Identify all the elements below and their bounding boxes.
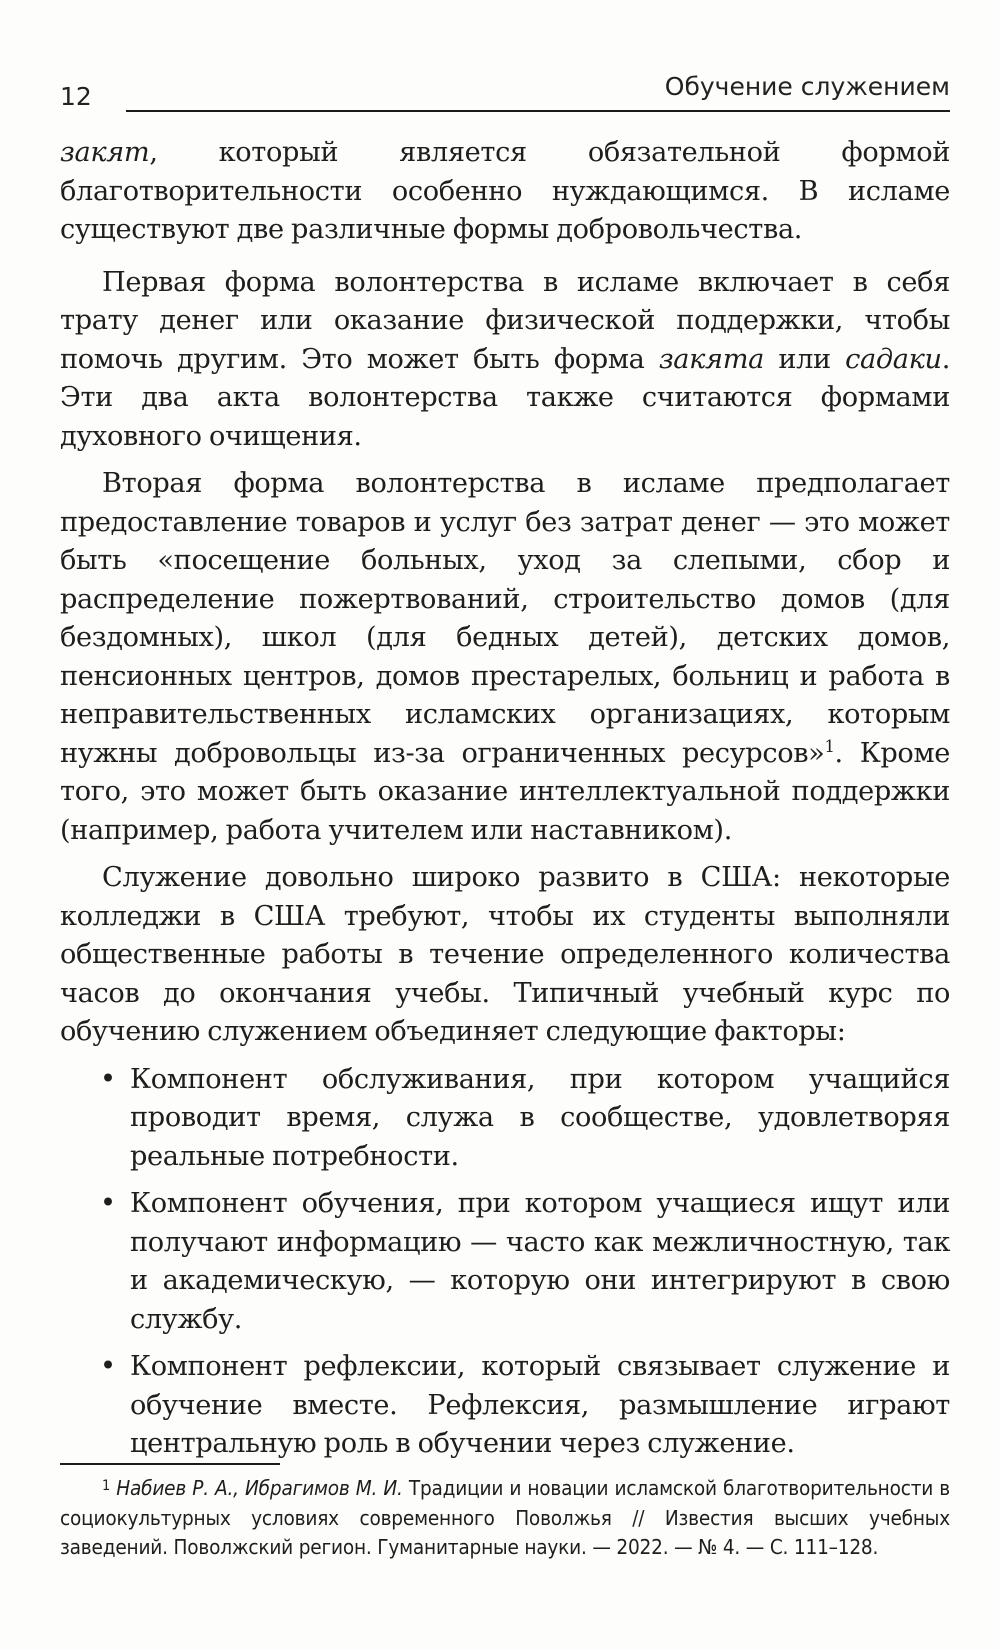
footnote-reference[interactable]: 1 [824, 736, 835, 756]
paragraph-text: . Кроме того, это может быть оказание интеллектуальной поддержки (например, работа учителем или наставником). [60, 737, 950, 846]
italic-term: садаки [845, 343, 942, 375]
list-item [60, 1185, 950, 1339]
paragraph-1 [60, 134, 950, 250]
paragraph-3 [60, 465, 950, 850]
footnote-authors: Набиев Р. А., Ибрагимов М. И. [116, 1476, 403, 1501]
running-title: Обучение служением [664, 72, 950, 101]
list-item [60, 1348, 950, 1464]
italic-term: закята [658, 343, 764, 375]
paragraph-text: . Эти два акта волонтерства также считаются формами духовного очищения. [60, 343, 950, 452]
list-item-text: Компонент обслуживания, при котором учащийся проводит время, служа в сообществе, удовлетворяя реальные потребности. [130, 1063, 950, 1172]
list-item-text: Компонент обучения, при котором учащиеся ищут или получают информацию — часто как межличностную, так и академическую, — которую они интегрируют в свою службу. [130, 1188, 950, 1335]
running-header [60, 72, 950, 116]
footnote-rule [60, 1463, 280, 1465]
bullet-icon: • [100, 1351, 116, 1382]
bullet-icon: • [100, 1063, 116, 1095]
paragraph-2 [60, 264, 950, 457]
footnote-number: 1 [102, 1478, 111, 1494]
paragraph-text: Служение довольно широко развито в США: некоторые колледжи в США требуют, чтобы их студенты выполняли общественные работы в течение определенного количества часов до окончания учебы. Типичный учебный курс по обучению служением объединяет следующие факторы: [60, 862, 950, 1047]
list-item-text: Компонент рефлексии, который связывает служение и обучение вместе. Рефлексия, размышление играют центральную роль в обучении через служение. [130, 1351, 950, 1459]
footnote [60, 1472, 950, 1563]
paragraph-text: Вторая форма волонтерства в исламе предполагает предоставление товаров и услуг без затрат денег — это может быть «посещение больных, уход за слепыми, сбор и распределение пожертвований, строительство домов (для бездомных), школ (для бедных детей), детских домов, пенсионных центров, домов престарелых, больниц и работа в неправительственных исламских организациях, которым нужны добровольцы из-за ограниченных ресурсов» [60, 468, 950, 769]
footnote-text: Традиции и новации исламской благотворительности в социокультурных условиях современного Поволжья // Известия высших учебных заведений. Поволжский регион. Гуманитарные науки. — 2022. — № 4. — С. 111–128. [60, 1476, 950, 1560]
page-number: 12 [60, 82, 92, 111]
paragraph-4 [60, 859, 950, 1052]
bullet-icon: • [100, 1188, 116, 1219]
paragraph-text: , который является обязательной формой благотворительности особенно нуждающимся. В исламе существуют две различные формы добровольчества. [60, 137, 950, 245]
paragraph-text: Первая форма волонтерства в исламе включает в себя трату денег или оказание физической поддержки, чтобы помочь другим. Это может быть форма [60, 266, 950, 375]
paragraph-text: или [764, 343, 846, 375]
italic-term: закят [60, 137, 150, 168]
header-rule [126, 110, 950, 112]
bullet-list [60, 1061, 950, 1464]
main-text [60, 134, 950, 1473]
list-item [60, 1061, 950, 1177]
